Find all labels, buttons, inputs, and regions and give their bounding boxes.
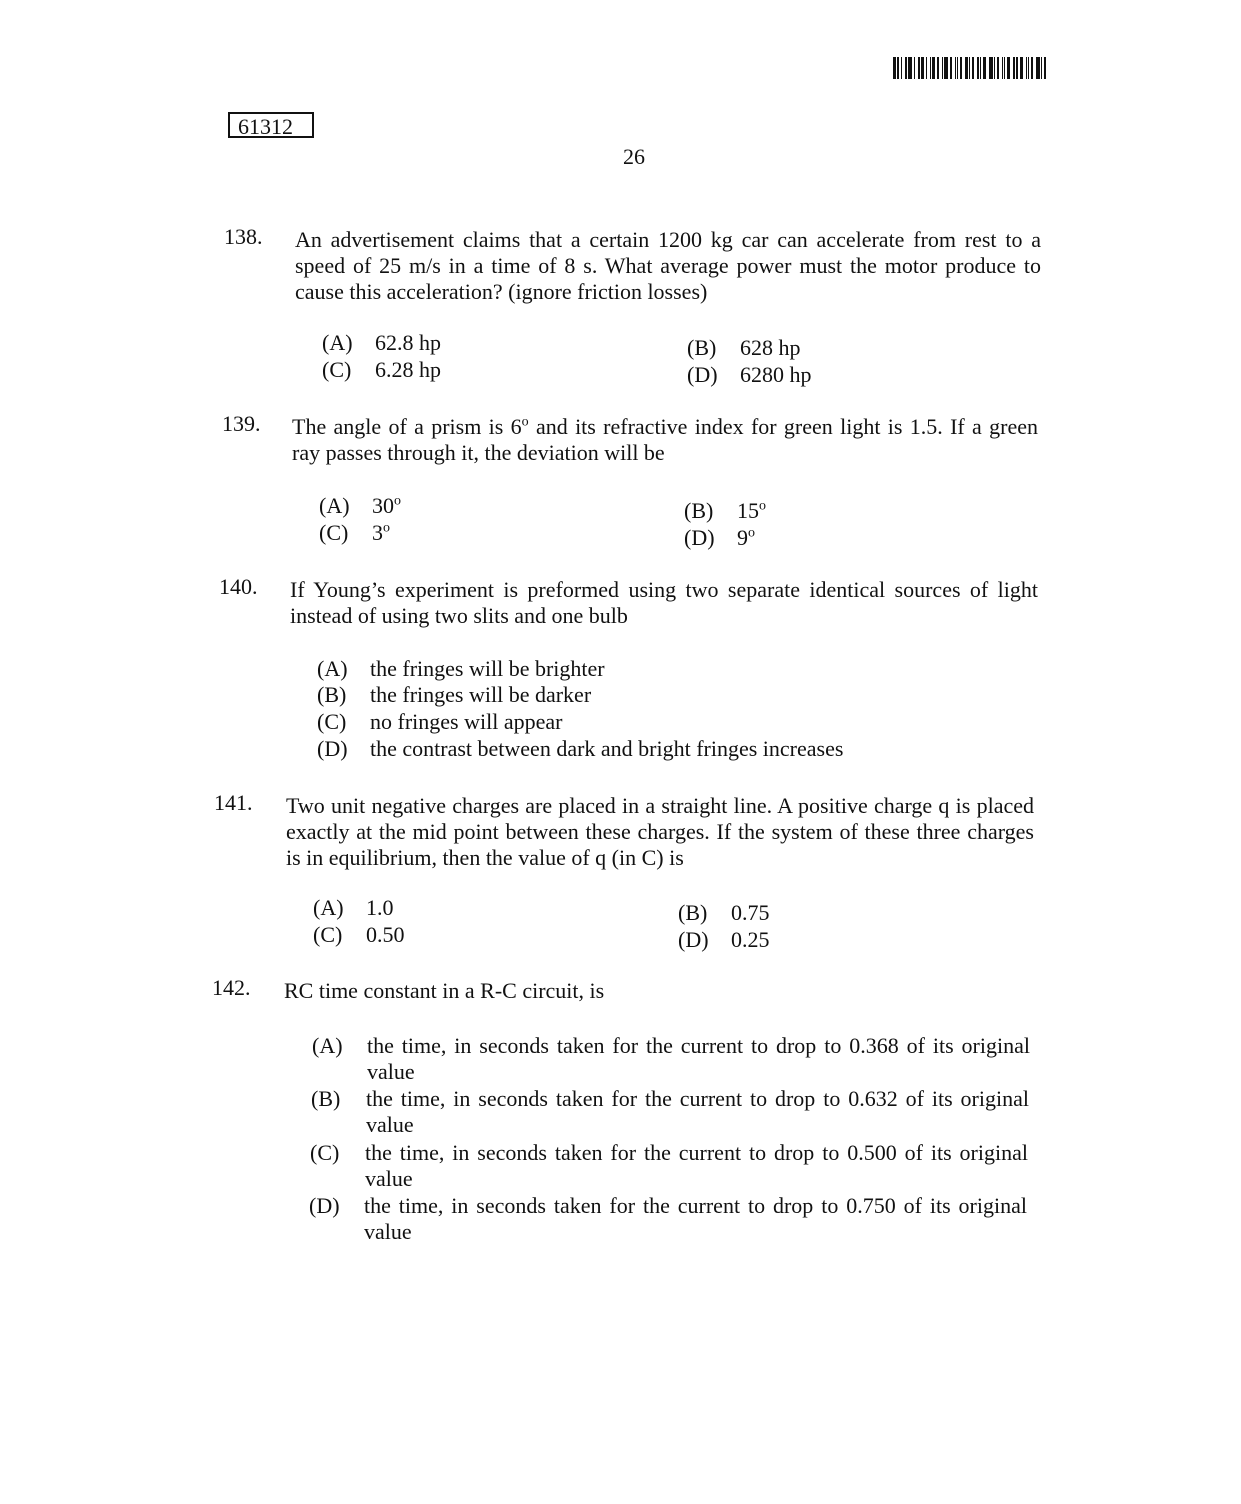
barcode-bar (950, 57, 952, 79)
option-label: (D) (684, 525, 715, 550)
option-label: (B) (687, 335, 717, 360)
option-text: the contrast between dark and bright fringes increases (370, 736, 844, 761)
option (687, 335, 801, 361)
question-text-part: The angle of a prism is 6 (292, 414, 522, 439)
barcode-bar (905, 57, 907, 79)
option-text: 6280 hp (740, 362, 812, 387)
barcode-bar (914, 57, 915, 79)
option (311, 1086, 1029, 1138)
barcode-bar (937, 57, 939, 79)
question-text-part: and its refractive index for green light is 1.5. If a green ray passes through it, the deviation will be (292, 414, 1038, 465)
option (678, 927, 770, 953)
option-label: (A) (319, 493, 350, 518)
option (319, 493, 401, 519)
option-label: (A) (317, 656, 348, 681)
barcode-bar (957, 57, 958, 79)
option (309, 1193, 1027, 1245)
option (317, 682, 591, 708)
question-number: 142. (212, 975, 251, 1000)
option-label: (A) (312, 1033, 343, 1058)
option (313, 922, 405, 948)
option-label: (D) (309, 1193, 340, 1218)
option-label: (B) (678, 900, 708, 925)
barcode-bar (972, 57, 974, 79)
barcode-bar (960, 57, 962, 79)
option (312, 1033, 1030, 1085)
barcode-bar (983, 57, 986, 79)
option (313, 895, 394, 921)
option-value: 9 (737, 525, 748, 550)
barcode-bar (1031, 57, 1033, 79)
barcode (893, 57, 1049, 79)
option (310, 1140, 1028, 1192)
option-text: the fringes will be darker (370, 682, 592, 707)
option-text: the time, in seconds taken for the current to drop to 0.632 of its original value (366, 1086, 1029, 1137)
option-text: no fringes will appear (370, 709, 563, 734)
option-label: (C) (322, 357, 352, 382)
question-text (292, 414, 1038, 466)
option-label: (A) (313, 895, 344, 920)
barcode-bar (1002, 57, 1003, 79)
barcode-bar (1028, 57, 1029, 79)
question-number: 140. (219, 574, 258, 599)
question-text: Two unit negative charges are placed in a straight line. A positive charge q is placed exactly at the mid point between these charges. If the system of these three charges is in equilibrium, then the value of q (in C) is (286, 793, 1034, 870)
barcode-bar (997, 57, 999, 79)
barcode-bar (930, 57, 931, 79)
option-label: (D) (317, 736, 348, 761)
option-text: 0.75 (731, 900, 770, 925)
barcode-bar (955, 57, 956, 79)
barcode-bar (1004, 57, 1005, 79)
barcode-bar (901, 57, 902, 79)
option-text: the time, in seconds taken for the current to drop to 0.368 of its original value (367, 1033, 1030, 1084)
degree-symbol: o (521, 414, 529, 430)
option (687, 362, 812, 388)
barcode-bar (965, 57, 968, 79)
option (317, 709, 562, 735)
option-label: (D) (678, 927, 709, 952)
question-number: 138. (224, 224, 263, 249)
option-text: 1.0 (366, 895, 394, 920)
option-label: (C) (313, 922, 343, 947)
barcode-bar (980, 57, 981, 79)
barcode-bar (1041, 57, 1042, 79)
page-number: 26 (623, 144, 645, 169)
option-text: 6.28 hp (375, 357, 441, 382)
option-text: the fringes will be brighter (370, 656, 605, 681)
barcode-bar (994, 57, 995, 79)
option (322, 330, 441, 356)
option-text: the time, in seconds taken for the current to drop to 0.750 of its original value (364, 1193, 1027, 1244)
barcode-bar (1016, 57, 1018, 79)
barcode-bar (1020, 57, 1023, 79)
barcode-bar (942, 57, 943, 79)
degree-symbol: o (394, 493, 401, 509)
option-label: (B) (311, 1086, 341, 1111)
option-text: 0.50 (366, 922, 405, 947)
option-text: 62.8 hp (375, 330, 441, 355)
degree-symbol: o (383, 520, 390, 536)
barcode-bar (1026, 57, 1027, 79)
option-label: (B) (684, 498, 714, 523)
question-number: 141. (214, 790, 253, 815)
option-text: 628 hp (740, 335, 801, 360)
option-value: 3 (372, 520, 383, 545)
question-text: If Young’s experiment is preformed using two separate identical sources of light instead of using two slits and one bulb (290, 577, 1038, 628)
barcode-bar (977, 57, 979, 79)
option (684, 525, 755, 551)
barcode-bar (926, 57, 927, 79)
degree-symbol: o (748, 525, 755, 541)
option-label: (C) (319, 520, 349, 545)
option (322, 357, 441, 383)
option-value: 30 (372, 493, 394, 518)
question-text: An advertisement claims that a certain 1200 kg car can accelerate from rest to a speed of 25 m/s in a time of 8 s. What average power must the motor produce to cause this acceleration? (ignore friction losses) (295, 227, 1041, 304)
option (319, 520, 390, 546)
option-label: (B) (317, 682, 347, 707)
question-number: 139. (222, 411, 261, 436)
option-label: (C) (317, 709, 347, 734)
degree-symbol: o (759, 498, 766, 514)
option-label: (A) (322, 330, 353, 355)
barcode-bar (921, 57, 924, 79)
barcode-bar (944, 57, 948, 79)
barcode-bar (918, 57, 920, 79)
barcode-bar (893, 57, 896, 79)
paper-code-box: 61312 (228, 112, 314, 138)
barcode-bar (969, 57, 970, 79)
barcode-bar (932, 57, 935, 79)
barcode-bar (1036, 57, 1040, 79)
option (317, 736, 843, 762)
option-text: the time, in seconds taken for the current to drop to 0.500 of its original value (365, 1140, 1028, 1191)
barcode-bar (1013, 57, 1015, 79)
option-text: 0.25 (731, 927, 770, 952)
barcode-bar (908, 57, 912, 79)
option (317, 656, 605, 682)
option (684, 498, 766, 524)
option (678, 900, 770, 926)
question-text: RC time constant in a R-C circuit, is (284, 978, 605, 1003)
barcode-bar (897, 57, 899, 79)
option-value: 15 (737, 498, 759, 523)
option-label: (D) (687, 362, 718, 387)
barcode-bar (1007, 57, 1010, 79)
option-label: (C) (310, 1140, 340, 1165)
barcode-bar (989, 57, 993, 79)
barcode-bar (1044, 57, 1046, 79)
